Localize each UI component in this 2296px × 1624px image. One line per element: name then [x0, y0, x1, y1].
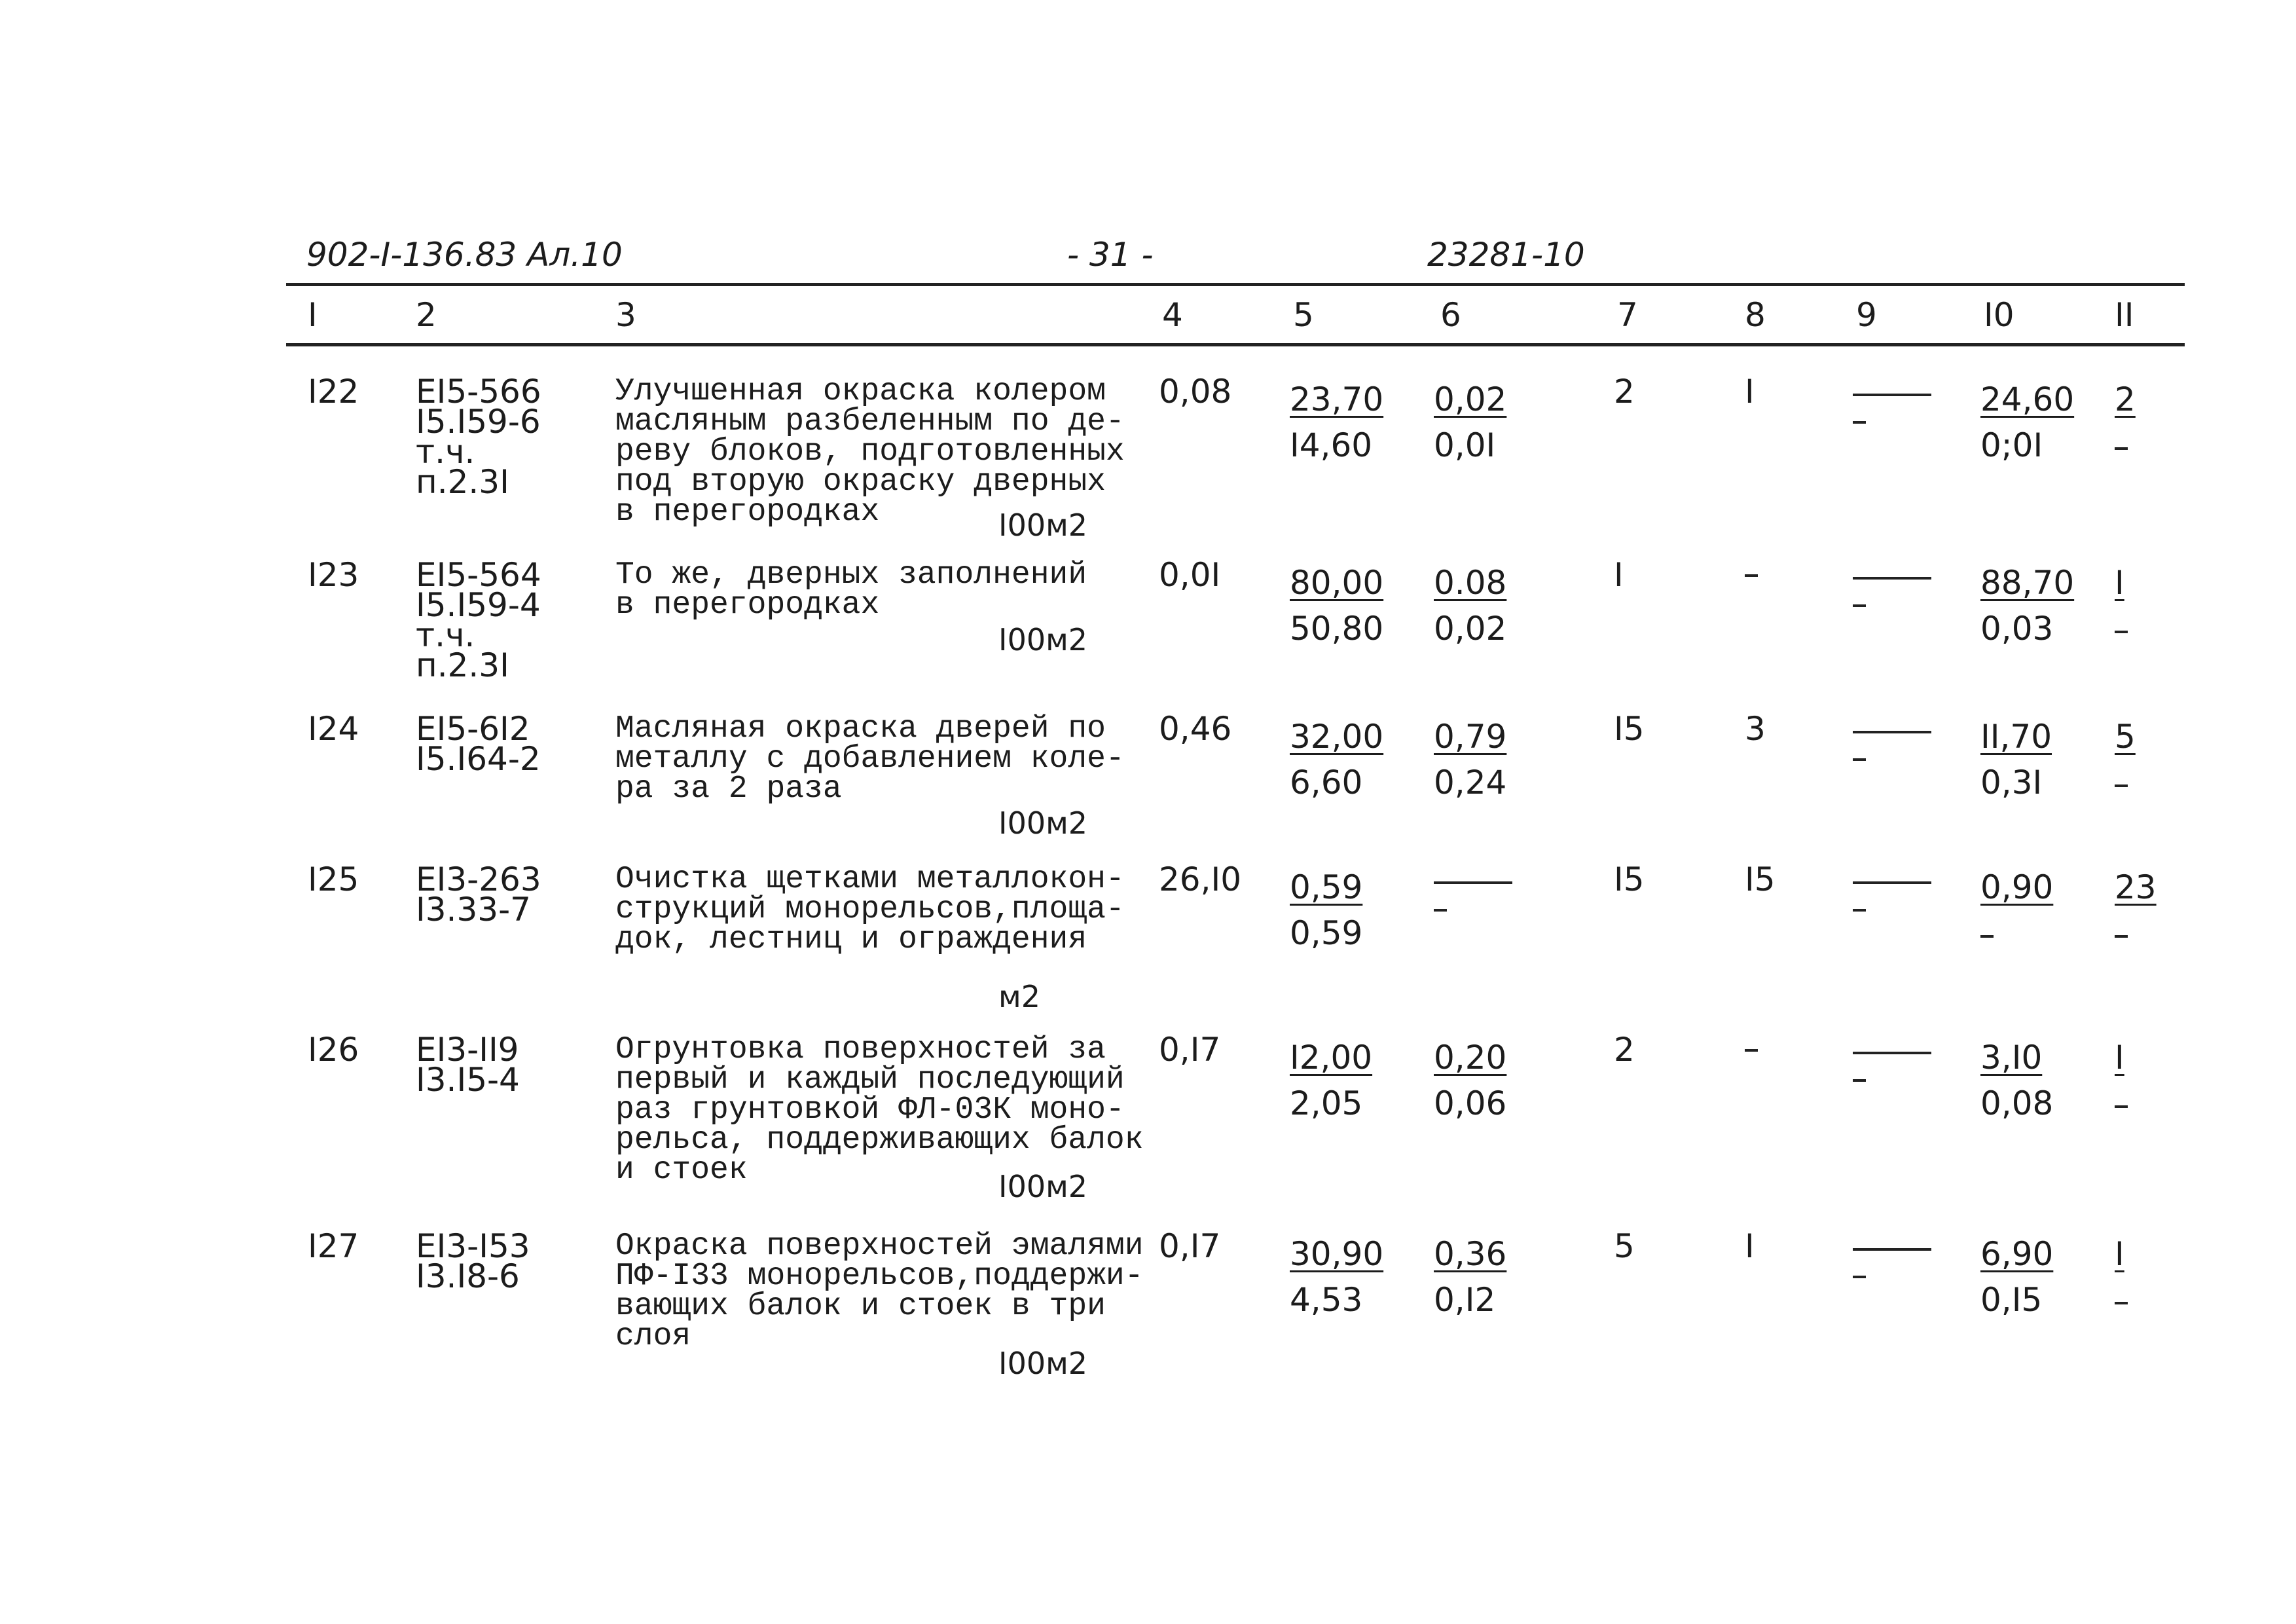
numerator: 5 [2115, 718, 2136, 756]
total-cost [1980, 1231, 2053, 1323]
numerator: 23,70 [1290, 380, 1384, 418]
numerator: 0,59 [1290, 868, 1363, 906]
norm-code: EI3-II9 [416, 1031, 519, 1069]
denominator: 0;0I [1980, 426, 2043, 464]
numerator: II,70 [1980, 718, 2052, 756]
column-number-7: 7 [1617, 296, 1638, 334]
unit-cost [1290, 560, 1383, 652]
dash-mark [2115, 631, 2128, 633]
description-line: Огрунтовка поверхностей за [615, 1032, 1106, 1067]
dash-mark [1745, 574, 1758, 577]
unit-wage-cost [1434, 1035, 1506, 1126]
column-number-6: 6 [1440, 296, 1461, 334]
description-line: слоя [615, 1319, 691, 1354]
unit-wage-cost [1434, 377, 1506, 468]
description-line: масляным разбеленным по де- [615, 404, 1125, 439]
unit-cost [1290, 714, 1383, 805]
numerator: 0,02 [1434, 380, 1507, 418]
numerator: I2,00 [1290, 1039, 1373, 1077]
dash-mark [2115, 935, 2128, 938]
column-number-2: 2 [416, 296, 437, 334]
column-9-values [1853, 1035, 1931, 1082]
unit-wage-cost [1434, 714, 1506, 805]
measure-unit: I00м2 [998, 507, 1088, 543]
numerator: 80,00 [1290, 564, 1384, 602]
column-9-values [1853, 1231, 1931, 1278]
norm-code: I5.I59-6 [416, 403, 541, 441]
numerator: 24,60 [1980, 380, 2075, 418]
page-number: - 31 - [1067, 236, 1154, 274]
total-cost [1980, 377, 2074, 468]
denominator: 50,80 [1290, 610, 1384, 648]
norm-code: т.ч. [416, 616, 475, 654]
work-description [615, 374, 1125, 530]
dash-mark [2115, 784, 2128, 787]
column-9-values [1853, 560, 1931, 607]
work-description [615, 1228, 1144, 1354]
total-cost [1980, 714, 2052, 805]
norm-code: п.2.3I [416, 646, 509, 684]
unit-wage-cost [1434, 1231, 1506, 1323]
description-line: ра за 2 раза [615, 771, 842, 807]
norm-code: EI3-263 [416, 860, 541, 898]
sheet-number: 23281-10 [1427, 236, 1585, 274]
description-line: Очистка щетками металлокон- [615, 862, 1125, 897]
description-line: ПФ-I33 монорельсов,поддержи- [615, 1259, 1144, 1294]
description-line: рельса, поддерживающих балок [615, 1122, 1144, 1158]
norm-codes [416, 1227, 530, 1295]
denominator: 4,53 [1290, 1281, 1363, 1319]
quantity: 0,46 [1159, 710, 1232, 748]
norm-code: I3.33-7 [416, 891, 531, 929]
norm-codes [416, 1031, 520, 1099]
description-line: в перегородках [615, 494, 880, 530]
numerator: 2 [2115, 380, 2136, 418]
dash-mark [1853, 731, 1931, 733]
dash-mark [1980, 935, 1994, 938]
document-code: 902-I-136.83 Ал.10 [306, 236, 623, 274]
column-number-3: 3 [615, 296, 636, 334]
numerator: 3,I0 [1980, 1039, 2043, 1077]
dash-mark [1853, 758, 1866, 761]
denominator: 0,59 [1290, 914, 1363, 952]
quantity: 0,I7 [1159, 1031, 1221, 1069]
description-line: под вторую окраску дверных [615, 464, 1106, 500]
unit-wage-cost [1434, 560, 1506, 652]
description-line: металлу с добавлением коле- [615, 741, 1125, 777]
norm-codes [416, 860, 541, 929]
measure-unit: I00м2 [998, 1169, 1088, 1204]
dash-mark [1434, 881, 1512, 884]
column-number-8: 8 [1745, 296, 1766, 334]
quantity: 0,08 [1159, 373, 1232, 411]
norm-code: EI5-564 [416, 556, 541, 594]
unit-cost [1290, 864, 1362, 956]
column-number-4: 4 [1162, 296, 1183, 334]
dash-mark [1853, 1276, 1866, 1278]
description-line: Улучшенная окраска колером [615, 374, 1106, 409]
dash-mark [2115, 1302, 2128, 1304]
column-number-5: 5 [1293, 296, 1314, 334]
description-line: первый и каждый последующий [615, 1062, 1125, 1098]
column-number-1: I [308, 296, 318, 334]
machine-value: I [1745, 373, 1755, 411]
dash-mark [1853, 604, 1866, 607]
row-number: I25 [308, 860, 359, 898]
unit-cost [1290, 377, 1383, 468]
labor-value: I5 [1614, 860, 1645, 898]
quantity: 0,I7 [1159, 1227, 1221, 1265]
measure-unit: м2 [998, 979, 1040, 1014]
norm-code: I3.I5-4 [416, 1061, 520, 1099]
measure-unit: I00м2 [998, 622, 1088, 657]
numerator: I [2115, 564, 2124, 602]
row-number: I26 [308, 1031, 359, 1069]
norm-code: EI5-6I2 [416, 710, 530, 748]
numerator: 0.08 [1434, 564, 1507, 602]
work-description [615, 864, 1125, 955]
denominator: 0,02 [1434, 610, 1507, 648]
dash-mark [1853, 881, 1931, 884]
dash-mark [1853, 394, 1931, 396]
numerator: 0,20 [1434, 1039, 1507, 1077]
denominator: 0,24 [1434, 764, 1507, 802]
machine-value: I [1745, 1227, 1755, 1265]
dash-mark [1745, 1049, 1758, 1052]
denominator: I4,60 [1290, 426, 1373, 464]
total-cost [1980, 1035, 2053, 1126]
dash-mark [1853, 577, 1931, 580]
numerator: 30,90 [1290, 1235, 1384, 1273]
norm-code: I3.I8-6 [416, 1257, 520, 1295]
denominator: 0,06 [1434, 1084, 1507, 1122]
quantity: 0,0I [1159, 556, 1221, 594]
measure-unit: I00м2 [998, 1346, 1088, 1381]
row-number: I27 [308, 1227, 359, 1265]
denominator: 0,0I [1434, 426, 1496, 464]
description-line: док, лестниц и ограждения [615, 922, 1087, 957]
description-line: в перегородках [615, 587, 880, 623]
header-rule [286, 343, 2185, 346]
norm-codes [416, 373, 541, 501]
column-9-values [1853, 714, 1931, 761]
numerator: 88,70 [1980, 564, 2075, 602]
column-9-values [1853, 864, 1931, 912]
column-11-values [2115, 714, 2136, 787]
total-cost [1980, 560, 2074, 652]
top-rule [286, 283, 2185, 286]
unit-wage-cost [1434, 864, 1512, 912]
norm-code: I5.I59-4 [416, 586, 541, 624]
column-11-values [2115, 377, 2136, 450]
denominator: 0,I5 [1980, 1281, 2043, 1319]
dash-mark [1853, 1248, 1931, 1251]
numerator: 0,79 [1434, 718, 1507, 756]
dash-mark [1853, 1079, 1866, 1082]
norm-codes [416, 710, 541, 778]
denominator: 2,05 [1290, 1084, 1363, 1122]
unit-cost [1290, 1035, 1372, 1126]
numerator: 23 [2115, 868, 2157, 906]
quantity: 26,I0 [1159, 860, 1242, 898]
numerator: I [2115, 1235, 2124, 1273]
machine-value [1745, 1035, 1758, 1052]
machine-value: 3 [1745, 710, 1766, 748]
machine-value [1745, 560, 1758, 577]
column-11-values [2115, 864, 2157, 938]
norm-code: I5.I64-2 [416, 740, 541, 778]
numerator: 0,90 [1980, 868, 2054, 906]
description-line: струкций монорельсов,площа- [615, 892, 1125, 927]
description-line: раз грунтовкой ФЛ-03К моно- [615, 1092, 1125, 1128]
row-number: I24 [308, 710, 359, 748]
dash-mark [1434, 909, 1447, 912]
column-number-11: II [2115, 296, 2134, 334]
description-line: реву блоков, подготовленных [615, 434, 1125, 470]
row-number: I22 [308, 373, 359, 411]
dash-mark [1853, 421, 1866, 424]
unit-cost [1290, 1231, 1383, 1323]
description-line: То же, дверных заполнений [615, 557, 1087, 593]
norm-codes [416, 556, 541, 684]
numerator: 0,36 [1434, 1235, 1507, 1273]
numerator: I [2115, 1039, 2124, 1077]
norm-code: EI5-566 [416, 373, 541, 411]
norm-code: п.2.3I [416, 463, 509, 501]
description-line: и стоек [615, 1153, 748, 1188]
labor-value: 2 [1614, 1031, 1635, 1069]
column-9-values [1853, 377, 1931, 424]
column-11-values [2115, 1035, 2128, 1108]
description-line: вающих балок и стоек в три [615, 1289, 1106, 1324]
row-number: I23 [308, 556, 359, 594]
description-line: Масляная окраска дверей по [615, 711, 1106, 747]
numerator: 6,90 [1980, 1235, 2054, 1273]
measure-unit: I00м2 [998, 805, 1088, 841]
column-number-9: 9 [1856, 296, 1877, 334]
dash-mark [1853, 1052, 1931, 1054]
denominator: 0,3I [1980, 764, 2043, 802]
total-cost [1980, 864, 2053, 938]
dash-mark [2115, 447, 2128, 450]
column-11-values [2115, 560, 2128, 633]
column-11-values [2115, 1231, 2128, 1304]
norm-code: EI3-I53 [416, 1227, 530, 1265]
labor-value: I5 [1614, 710, 1645, 748]
norm-code: т.ч. [416, 433, 475, 471]
description-line: Окраска поверхностей эмалями [615, 1228, 1144, 1264]
column-number-10: I0 [1984, 296, 2014, 334]
denominator: 6,60 [1290, 764, 1363, 802]
machine-value: I5 [1745, 860, 1776, 898]
work-description [615, 557, 1087, 623]
work-description [615, 711, 1125, 807]
labor-value: I [1614, 556, 1624, 594]
denominator: 0,08 [1980, 1084, 2054, 1122]
labor-value: 5 [1614, 1227, 1635, 1265]
dash-mark [1853, 909, 1866, 912]
numerator: 32,00 [1290, 718, 1384, 756]
denominator: 0,03 [1980, 610, 2054, 648]
denominator: 0,I2 [1434, 1281, 1496, 1319]
labor-value: 2 [1614, 373, 1635, 411]
dash-mark [2115, 1105, 2128, 1108]
